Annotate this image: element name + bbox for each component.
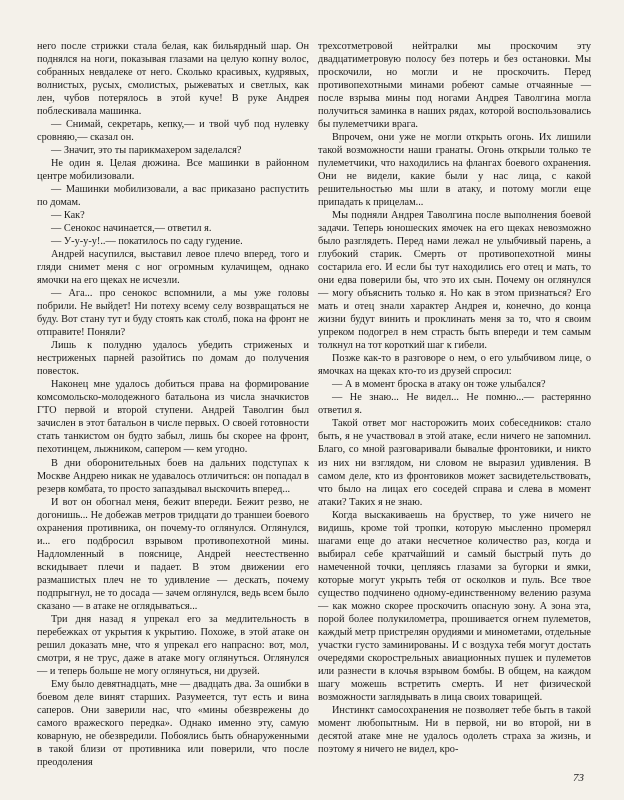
paragraph: Ему было девятнадцать, мне — двадцать два. За ошибки в боевом деле винят старших. Разумеется, тут есть и вина саперов. Они заверили нас, что «мины обезврежены до самого вражеского передка». Однако именно эту, самую коварную, не обезвредили. Побоялись быть обнаруженными в такой близи от противника или поверили, что после преодоления bbox=[37, 678, 309, 768]
paragraph: — У-у-у-у!..— покатилось по саду гудение. bbox=[51, 236, 243, 248]
left-column bbox=[37, 40, 309, 769]
page-number: 73 bbox=[573, 772, 584, 784]
paragraph: — Не знаю... Не видел... Не помню...— растерянно ответил я. bbox=[318, 392, 591, 417]
paragraph: него после стрижки стала белая, как бильярдный шар. Он поднялся на ноги, показывая глазами на целую копну волос, собранных невдалеке от него. Сколько красивых, кудрявых, волнистых, русых, смолистых, рыжеватых и светлых, как лен, чубов потерялось в этой куче! В руке Андрея поблескивала машинка. bbox=[37, 41, 309, 118]
right-column bbox=[318, 40, 591, 756]
paragraph: Лишь к полудню удалось убедить стриженых и нестриженых парней разойтись по домам до получения повесток. bbox=[37, 340, 309, 378]
paragraph: — Как? bbox=[51, 210, 85, 222]
paragraph: Инстинкт самосохранения не позволяет тебе быть в такой момент любопытным. Ни в первой, ни во второй, ни в десятой атаке мне не удалось одолеть страха за жизнь, и поэтому я ничего не видел, кро- bbox=[318, 704, 591, 755]
paragraph: Впрочем, они уже не могли открыть огонь. Их лишили такой возможности наши гранаты. Огонь открыли только те пулеметчики, что находились на флангах боевого охранения. Они не видели, какие были у нас лица, с какой решительностью мы шли в атаку, и потому могли еще припадать к прицелам... bbox=[318, 132, 591, 209]
paragraph: Когда выскакиваешь на бруствер, то уже ничего не видишь, кроме той тропки, которую мысленно промерял шагами еще до атаки несчетное количество раз, когда и выбирал себе кратчайший и самый быстрый путь до намеченной точки, цепляясь глазами за бугорки и ямки, которые могут укрыть тебя от осколков и пуль. Все твое существо подчинено одному-единственному велению разума — как можно скорее проскочить опасную зону. А зона эта, порой более полукилометра, прошивается огнем пулеметов, каждый метр пристрелян орудиями и минометами, отдельные участки густо заминированы. И с воздуха тебя могут достать очередями скорострельных авиационных пушек и пулеметов или разнести в клочья взрывом бомбы. В общем, на каждом шагу можешь встретить смерть. И нет физической возможности заглядывать в лица своих товарищей. bbox=[318, 509, 591, 703]
paragraph: — Ага... про сенокос вспомнили, а мы уже головы побрили. Не выйдет! Ни потеху всему селу возвращаться не буду. Вот стану тут и буду стоять как столб, пока на фронт не отправите! Поняли? bbox=[37, 288, 309, 339]
paragraph: — Машинки мобилизовали, а вас приказано распустить по домам. bbox=[37, 184, 309, 209]
paragraph: трехсотметровой нейтралки мы проскочим эту двадцатиметровую полосу без потерь и без остановки. Мы проскочили, но могли и не проскочить. Перед противопехотными минами робеют самые отчаянные — после взрыва мины под ногами Андрея Таволгина могла получиться заминка в наших рядах, которой воспользовались бы пулеметчики врага. bbox=[318, 41, 591, 131]
paragraph: Мы подняли Андрея Таволгина после выполнения боевой задачи. Теперь юношеских ямочек на его щеках невозможно было разглядеть. Перед нами лежал не улыбчивый парень, а глубокий старик. Смерть от противопехотной мины состарила его. И если бы тут находились его отец и мать, то они едва поверили бы, что это их сын. Почему он оглянулся — могу объяснить только я. Но как в этом признаться? Его мать и отец знали характер Андрея и, конечно, до конца жизни будут винить и проклинать меня за то, что я своим упреком подогрел в нем страсть быть впереди и тем самым толкнул на тот короткий шаг к гибели. bbox=[318, 210, 591, 352]
paragraph: В дни оборонительных боев на дальних подступах к Москве Андрею никак не удавалось отличиться: он попадал в резерв комбата, то просто запаздывал выскочить вперед... bbox=[37, 457, 309, 495]
paragraph: — А в момент броска в атаку он тоже улыбался? bbox=[332, 379, 546, 391]
paragraph: Наконец мне удалось добиться права на формирование комсомольско-молодежного батальона из числа значкистов ГТО первой и второй ступени. Андрей Таволгин был зачислен в этот батальон в числе первых. О своей готовности стать танкистом он будто забыл, лишь бы скорее на фронт, пехотинцем, лыжником, сапером — кем угодно. bbox=[37, 379, 309, 456]
paragraph: — Снимай, секретарь, кепку,— и твой чуб под нулевку сровняю,— сказал он. bbox=[37, 119, 309, 144]
paragraph: Позже как-то в разговоре о нем, о его улыбчивом лице, о ямочках на щеках кто-то из друзей спросил: bbox=[318, 353, 591, 378]
paragraph: Андрей насупился, выставил левое плечо вперед, того и гляди снимет меня с ног огромным кулачищем, однако ямочки на его щеках не исчезли. bbox=[37, 249, 309, 287]
paragraph: Три дня назад я упрекал его за медлительность в перебежках от укрытия к укрытию. Похоже, в этой атаке он решил доказать мне, что я упрекал его напрасно: вот, мол, смотри, я не трус, даже в атаке могу оглянуться. Оглянулся — и теперь больше не могу оглянуться, ни друзей. bbox=[37, 613, 309, 677]
paragraph: — Сенокос начинается,— ответил я. bbox=[51, 223, 212, 235]
paragraph: Такой ответ мог насторожить моих собеседников: стало быть, я не участвовал в этой атаке, если ничего не запомнил. Благо, со мной разговаривали бывалые фронтовики, и никто из них ни взглядом, ни словом не выразил удивления. В самом деле, кто из фронтовиков может засвидетельствовать, что было на лицах его соседей справа и слева в момент атаки? Таких я не знаю. bbox=[318, 418, 591, 508]
paragraph: — Значит, это ты парикмахером заделался? bbox=[51, 145, 242, 157]
paragraph: Не один я. Целая дюжина. Все машинки в районном центре мобилизовали. bbox=[37, 158, 309, 183]
paragraph: И вот он обогнал меня, бежит впереди. Бежит резво, не догонишь... Не добежав метров тридцати до траншеи боевого охранения противника, он почему-то оглянулся. Оглянулся, и... его подбросил взрывом противопехотной мины. Надломленный в пояснице, Андрей неестественно вскидывает плечи и падает. В этом движении его размашистых плеч не то удивление — дескать, почему подпрыгнул, не то досада — зачем оглянулся, ведь всем было сказано — в атаке не оглядываться... bbox=[37, 496, 309, 612]
